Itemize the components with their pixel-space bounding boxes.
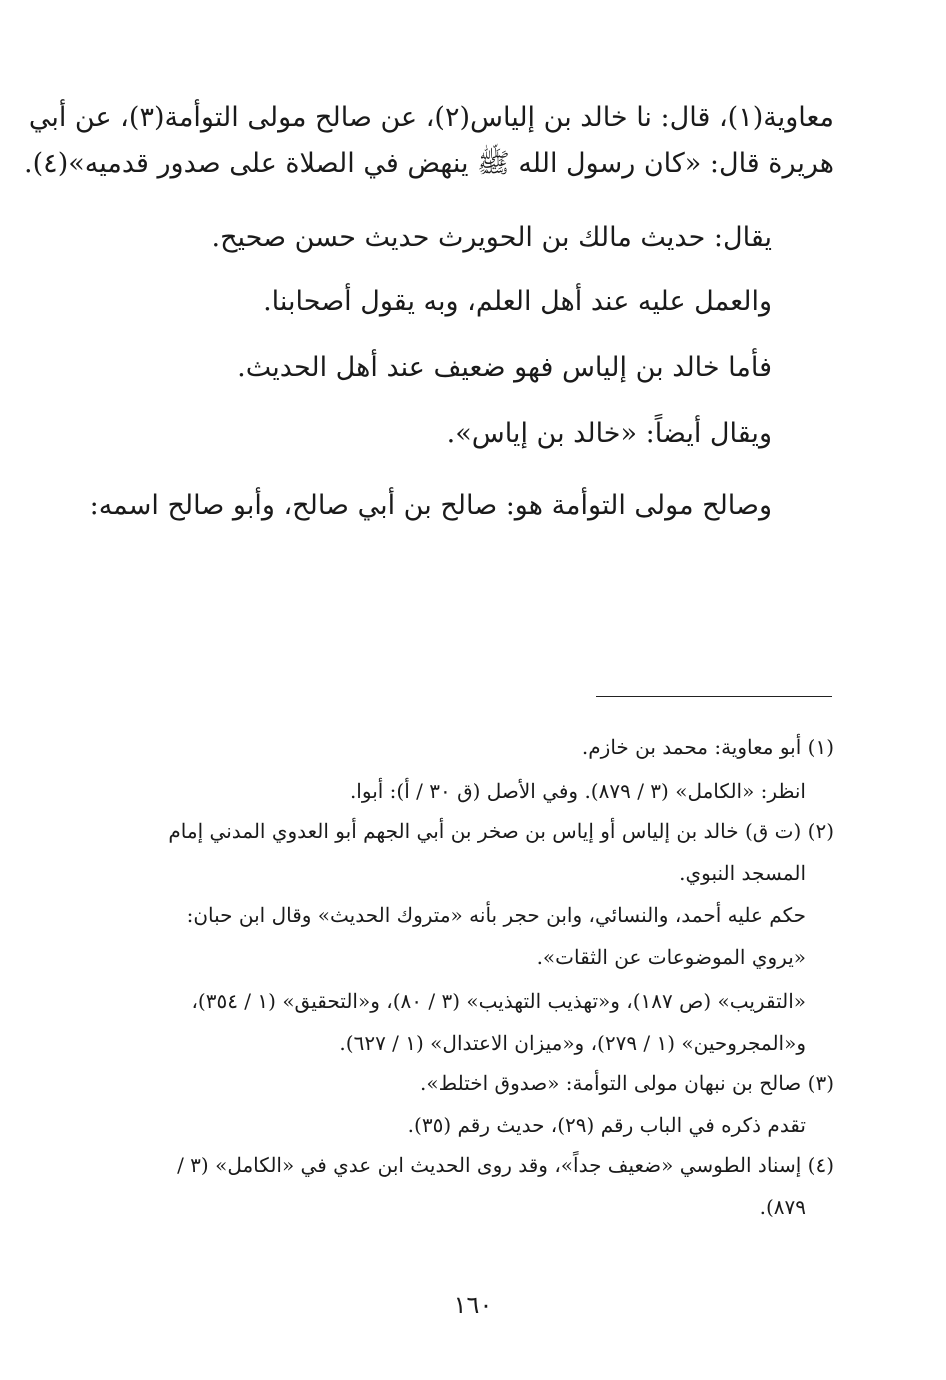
main-text-line-3: يقال: حديث مالك بن الحويرث حديث حسن صحيح. (211, 222, 772, 253)
main-text-line-7: وصالح مولى التوأمة هو: صالح بن أبي صالح، وأبو صالح اسمه: (89, 490, 772, 521)
footnote-2-line-4: «يروي الموضوعات عن الثقات». (536, 945, 806, 969)
footnote-3-line-2: تقدم ذكره في الباب رقم (٢٩)، حديث رقم (٣٥). (407, 1113, 806, 1137)
footnote-2-line-1: (٢) (ت ق) خالد بن إلياس أو إياس بن صخر بن أبي الجهم أبو العدوي المدني إمام (168, 819, 834, 843)
main-text-line-6: ويقال أيضاً: «خالد بن إياس». (446, 418, 772, 449)
footnote-4-line-2: ٨٧٩). (759, 1195, 806, 1219)
main-text-line-2: هريرة قال: «كان رسول الله ﷺ ينهض في الصلاة على صدور قدميه»(٤). (24, 148, 834, 179)
main-text-line-5: فأما خالد بن إلياس فهو ضعيف عند أهل الحديث. (237, 352, 772, 383)
footnote-separator (596, 696, 832, 697)
footnote-2-line-5: «التقريب» (ص ١٨٧)، و«تهذيب التهذيب» (٣ / ٨٠)، و«التحقيق» (١ / ٣٥٤)، (191, 989, 806, 1013)
footnote-2-line-2: المسجد النبوي. (679, 861, 806, 885)
footnote-1-line-2: انظر: «الكامل» (٣ / ٨٧٩). وفي الأصل (ق ٣٠ / أ): أبوا. (349, 779, 806, 803)
main-text-line-4: والعمل عليه عند أهل العلم، وبه يقول أصحابنا. (263, 286, 772, 317)
footnote-2-line-3: حكم عليه أحمد، والنسائي، وابن حجر بأنه «متروك الحديث» وقال ابن حبان: (186, 903, 806, 927)
page-number: ١٦٠ (453, 1291, 493, 1319)
main-text-line-1: معاوية(١)، قال: نا خالد بن إلياس(٢)، عن صالح مولى التوأمة(٣)، عن أبي (28, 102, 834, 133)
footnote-2-line-6: و«المجروحين» (١ / ٢٧٩)، و«ميزان الاعتدال» (١ / ٦٢٧). (339, 1031, 806, 1055)
footnote-4-line-1: (٤) إسناد الطوسي «ضعيف جداً»، وقد روى الحديث ابن عدي في «الكامل» (٣ / (177, 1153, 834, 1177)
footnote-3-line-1: (٣) صالح بن نبهان مولى التوأمة: «صدوق اختلط». (420, 1071, 834, 1095)
footnote-1-line-1: (١) أبو معاوية: محمد بن خازم. (581, 735, 834, 759)
